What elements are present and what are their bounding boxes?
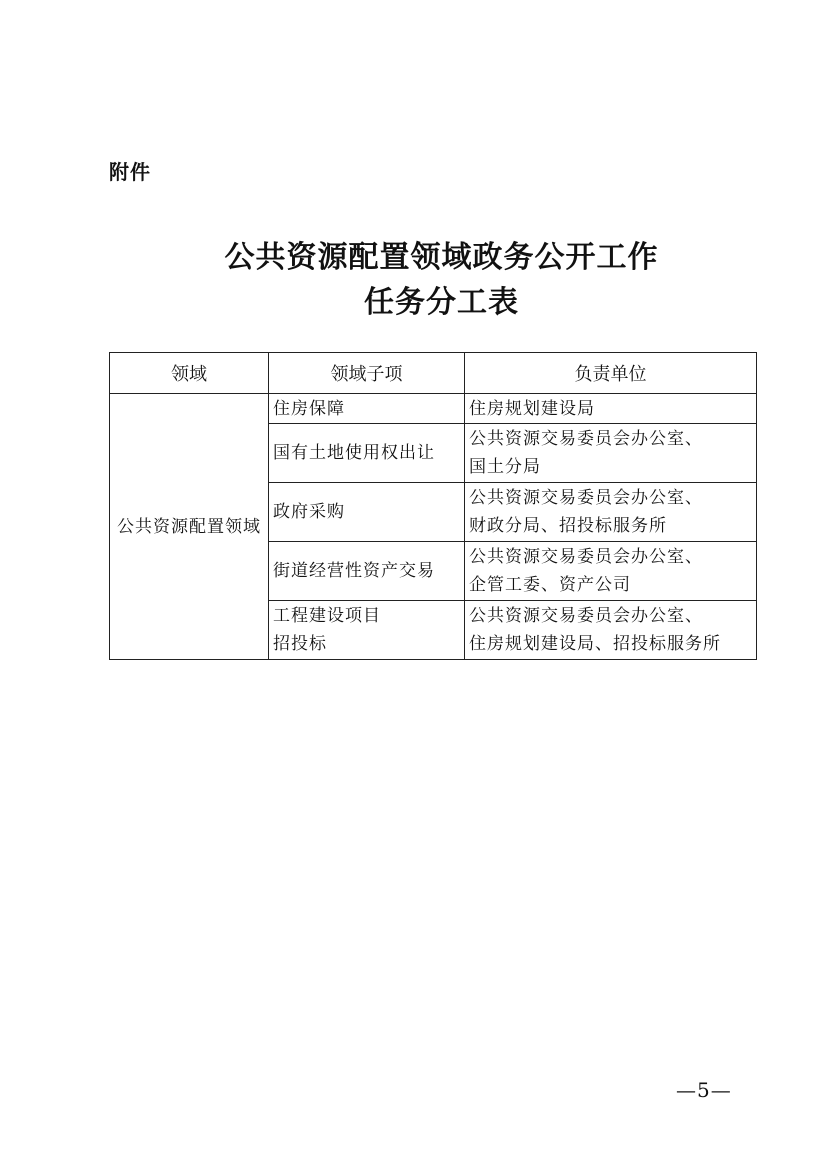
table-row — [110, 394, 757, 424]
responsible-unit-text: 住房规划建设局 — [469, 398, 595, 419]
domain-cell: 公共资源配置领域 — [110, 394, 269, 660]
responsible-unit-cell — [465, 542, 757, 601]
responsible-unit-text: 住房规划建设局、招投标服务所 — [469, 634, 721, 654]
table-header-row — [110, 353, 757, 394]
subdomain-text: 招投标 — [273, 634, 327, 654]
responsible-unit-text: 公共资源交易委员会办公室、 — [469, 547, 703, 567]
task-assignment-table — [109, 352, 757, 660]
responsible-unit-text: 企管工委、资产公司 — [469, 575, 631, 595]
header-responsible-unit: 负责单位 — [465, 353, 757, 394]
subdomain-text: 工程建设项目 — [273, 606, 381, 626]
subdomain-text: 街道经营性资产交易 — [273, 561, 435, 581]
header-domain: 领域 — [110, 353, 269, 394]
page-number: —5— — [676, 1078, 732, 1102]
subdomain-text: 国有土地使用权出让 — [273, 443, 435, 463]
responsible-unit-text: 国土分局 — [469, 457, 541, 477]
responsible-unit-text: 财政分局、招投标服务所 — [469, 516, 667, 536]
responsible-unit-text: 公共资源交易委员会办公室、 — [469, 429, 703, 449]
responsible-unit-text: 公共资源交易委员会办公室、 — [469, 606, 703, 626]
subdomain-cell — [269, 601, 465, 660]
subdomain-text: 住房保障 — [273, 398, 345, 419]
subdomain-cell — [269, 483, 465, 542]
responsible-unit-text: 公共资源交易委员会办公室、 — [469, 488, 703, 508]
header-subdomain: 领域子项 — [269, 353, 465, 394]
document-title-line-2: 任务分工表 — [364, 285, 519, 320]
subdomain-cell — [269, 394, 465, 424]
responsible-unit-cell — [465, 424, 757, 483]
subdomain-cell — [269, 542, 465, 601]
responsible-unit-cell — [465, 394, 757, 424]
responsible-unit-cell — [465, 601, 757, 660]
subdomain-text: 政府采购 — [273, 502, 345, 522]
document-title-line-1: 公共资源配置领域政务公开工作 — [224, 240, 659, 275]
attachment-label: 附件 — [109, 160, 151, 184]
responsible-unit-cell — [465, 483, 757, 542]
subdomain-cell — [269, 424, 465, 483]
